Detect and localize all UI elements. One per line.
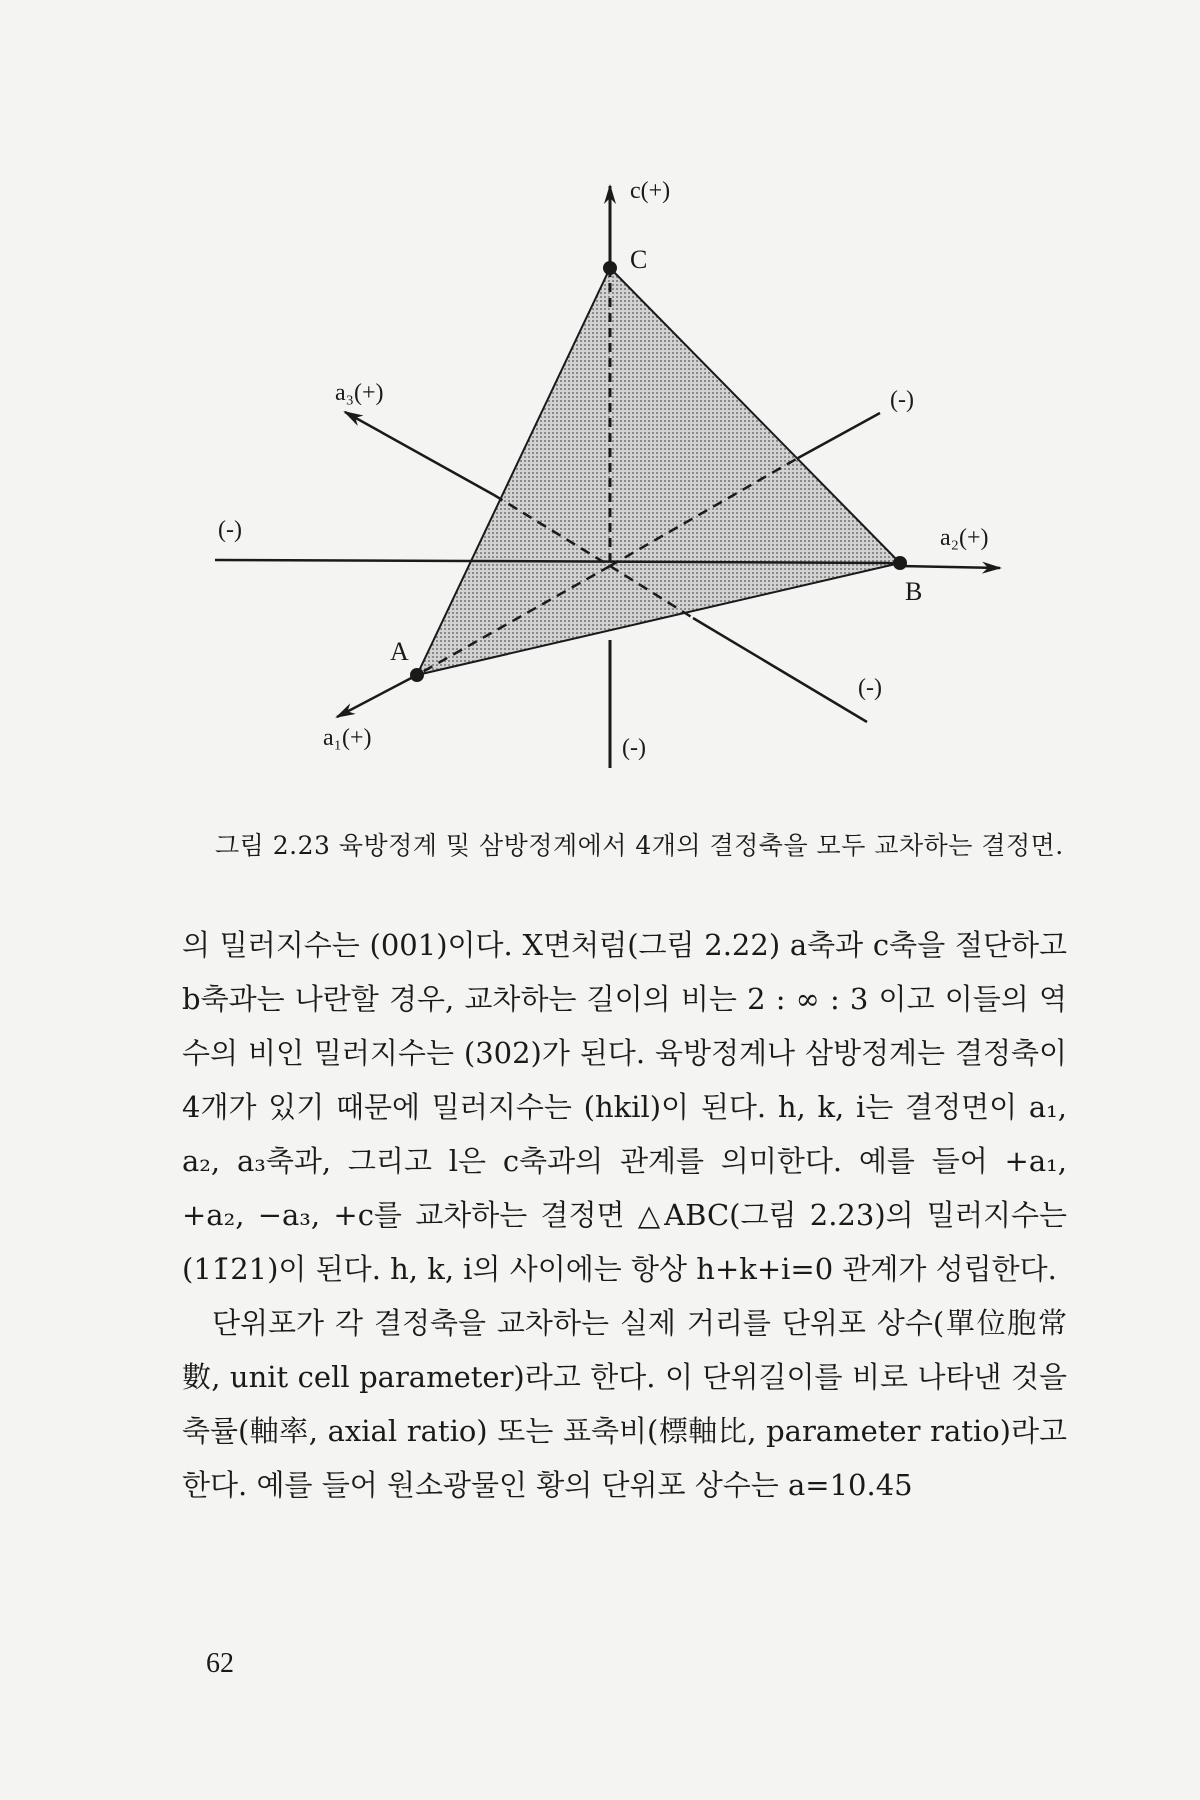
figure-caption: 그림 2.23 육방정계 및 삼방정계에서 4개의 결정축을 모두 교차하는 결정면. [215,831,1064,860]
a1-axis-label: a₁(+) [323,725,372,751]
bottom-negative-label: (-) [622,735,646,761]
upper-right-negative-label: (-) [890,387,914,413]
a3-axis-negative [693,618,867,722]
c-axis-label: c(+) [630,178,671,204]
body-text [182,918,1067,1512]
point-c-label: C [630,245,648,274]
a2-axis-label: a₂(+) [940,525,989,551]
horizontal-axis-negative [215,560,469,561]
point-c-dot [603,261,617,275]
a3-axis-positive [345,412,494,495]
paragraph-unit-cell: 단위포가 각 결정축을 교차하는 실제 거리를 단위포 상수(單位胞常數, unit cell parameter)라고 한다. 이 단위길이를 비로 나타낸 것을 축률(軸率, axial ratio) 또는 표축비(標軸比, parameter ratio)라고 한다. 예를 들어 원소광물인 황의 단위포 상수는 a=10.45 [182,1306,1067,1502]
crystal-axes-figure [0,0,1200,800]
left-negative-label: (-) [218,517,242,543]
paragraph-miller-indices: 의 밀러지수는 (001)이다. X면처럼(그림 2.22) a축과 c축을 절단하고 b축과는 나란할 경우, 교차하는 길이의 비는 2 : ∞ : 3 이고 이들의 역수의 비인 밀러지수는 (302)가 된다. 육방정계나 삼방정계는 결정축이 4개가 있기 때문에 밀러지수는 (hkil)이 된다. h, k, i는 결정면이 a₁, a₂, a₃축과, 그리고 l은 c축과의 관계를 의미한다. 예를 들어 +a₁, +a₂, −a₃, +c를 교차하는 결정면 △ABC(그림 2.23)의 밀러지수는 (11̄21)이 된다. h, k, i의 사이에는 항상 h+k+i=0 관계가 성립한다. [182,928,1067,1286]
a1-axis-positive [337,675,417,717]
point-a-dot [410,668,424,682]
a1-axis-negative [798,413,880,458]
page-number: 62 [206,1648,234,1679]
plane-abc [417,268,900,675]
a2-axis-positive [900,566,1000,568]
point-b-dot [893,556,907,570]
a3-axis-label: a₃(+) [335,380,384,406]
point-a-label: A [390,637,409,666]
lower-right-negative-label: (-) [858,675,882,701]
point-b-label: B [905,577,923,606]
